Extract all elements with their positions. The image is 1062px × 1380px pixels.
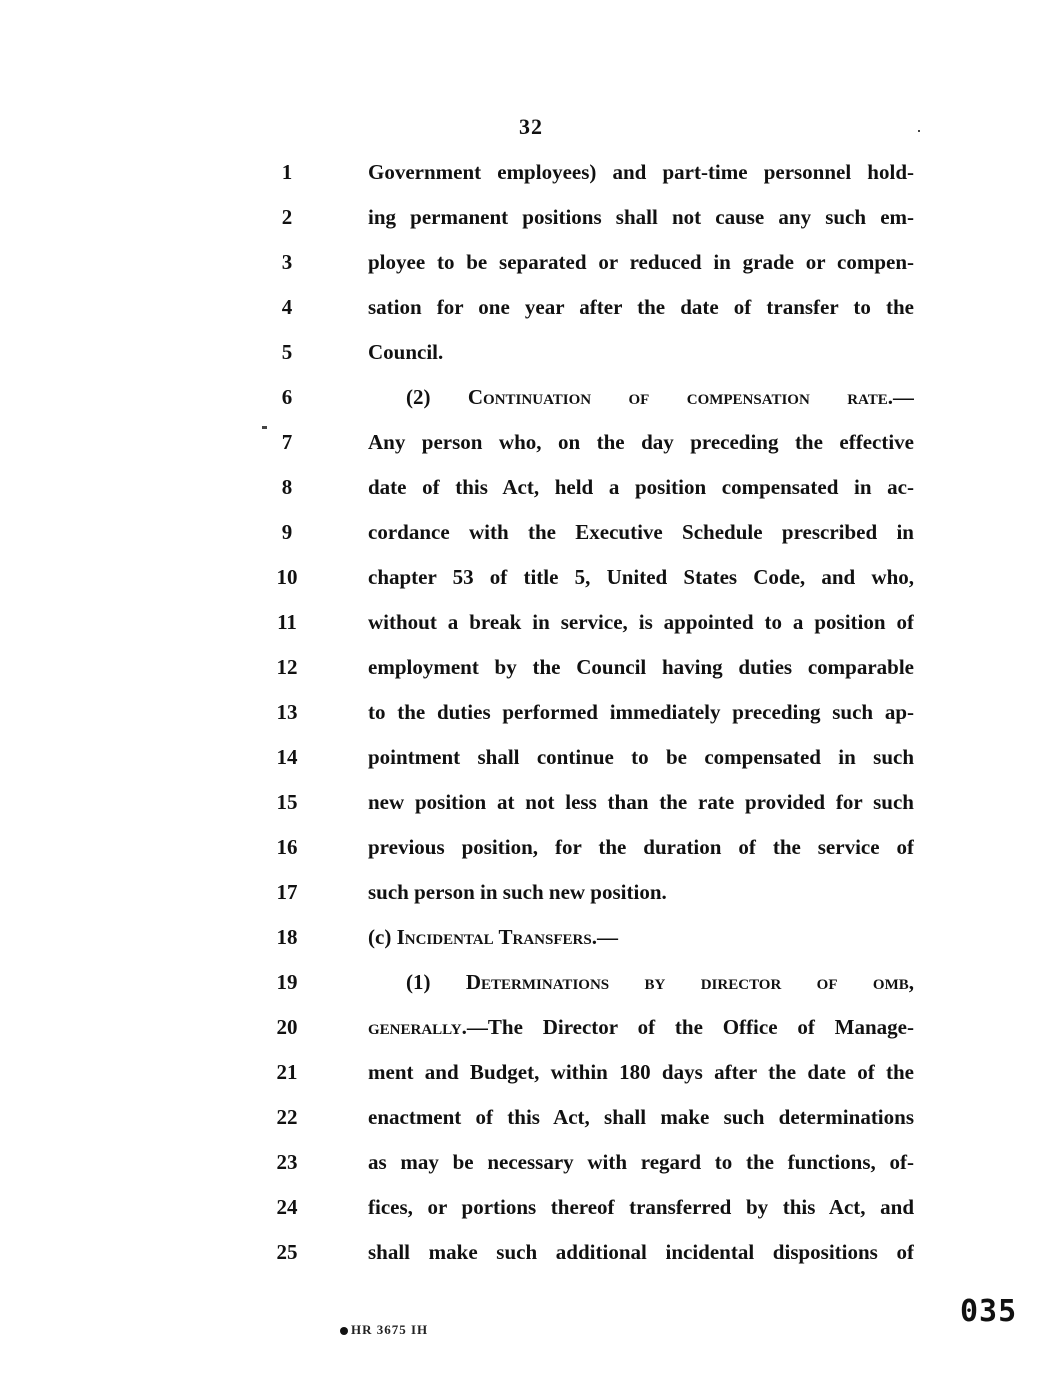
page-stamp: 035	[960, 1294, 1018, 1329]
line-number: 16	[276, 835, 298, 859]
line-text: chapter 53 of title 5, United States Code, and who,	[368, 565, 914, 589]
line-number: 6	[281, 385, 293, 409]
text-line	[0, 469, 1062, 505]
line-text: new position at not less than the rate provided for such	[368, 790, 914, 814]
subsection-designator: (c)	[368, 925, 397, 949]
line-text: previous position, for the duration of the service of	[368, 835, 914, 859]
line-text: to the duties performed immediately preceding such ap-	[368, 700, 914, 724]
paragraph-heading: Determinations by director of omb,	[465, 970, 914, 994]
line-number: 8	[281, 475, 293, 499]
text-line	[0, 1099, 1062, 1135]
line-text: shall make such additional incidental dispositions of	[368, 1240, 914, 1264]
text-line	[0, 199, 1062, 235]
paragraph-text: —The Director of the Office of Manage-	[466, 1015, 914, 1039]
line-number: 15	[276, 790, 298, 814]
text-line	[0, 559, 1062, 595]
text-line	[0, 1234, 1062, 1270]
page-number: 32	[519, 114, 543, 139]
line-number: 10	[276, 565, 298, 589]
text-line	[0, 739, 1062, 775]
line-number: 24	[276, 1195, 298, 1219]
scan-speck	[262, 426, 267, 429]
text-line	[0, 1144, 1062, 1180]
line-text: as may be necessary with regard to the functions, of-	[368, 1150, 914, 1174]
text-line	[0, 649, 1062, 685]
line-number: 1	[281, 160, 293, 184]
line-text	[406, 379, 914, 415]
line-text: Any person who, on the day preceding the effective	[368, 430, 914, 454]
line-text: ment and Budget, within 180 days after the date of the	[368, 1060, 914, 1084]
paragraph-designator: (2)	[406, 385, 468, 409]
paragraph-heading: Continuation of compensation rate.—	[467, 385, 914, 409]
line-text: such person in such new position.	[368, 880, 667, 904]
line-number: 18	[276, 925, 298, 949]
line-text: cordance with the Executive Schedule prescribed in	[368, 520, 914, 544]
line-text	[368, 1009, 914, 1045]
text-line	[0, 379, 1062, 415]
line-text	[406, 964, 914, 1000]
text-line	[0, 289, 1062, 325]
text-line	[0, 919, 1062, 955]
line-text: ing permanent positions shall not cause any such em-	[368, 205, 914, 229]
text-line	[0, 334, 1062, 370]
line-number: 7	[281, 430, 293, 454]
text-line	[0, 604, 1062, 640]
line-number: 2	[281, 205, 293, 229]
line-number: 3	[281, 250, 293, 274]
line-text: pointment shall continue to be compensated in such	[368, 745, 914, 769]
text-line	[0, 829, 1062, 865]
line-number: 20	[276, 1015, 298, 1039]
bill-identifier	[340, 1322, 428, 1338]
scan-speck	[918, 130, 920, 132]
line-number: 25	[276, 1240, 298, 1264]
line-text: fices, or portions thereof transferred by this Act, and	[368, 1195, 914, 1219]
line-text	[368, 919, 914, 955]
line-text: Council.	[368, 340, 444, 364]
line-number: 22	[276, 1105, 298, 1129]
line-number: 11	[277, 610, 297, 634]
line-number: 17	[276, 880, 298, 904]
subsection-heading: Incidental Transfers.—	[396, 925, 618, 949]
line-number: 12	[276, 655, 298, 679]
text-line	[0, 874, 1062, 910]
paragraph-heading: generally.	[368, 1015, 467, 1039]
line-number: 5	[281, 340, 293, 364]
line-text: employment by the Council having duties comparable	[368, 655, 914, 679]
text-line	[0, 1054, 1062, 1090]
line-text: without a break in service, is appointed to a position of	[368, 610, 914, 634]
text-line	[0, 1009, 1062, 1045]
line-text: date of this Act, held a position compensated in ac-	[368, 475, 914, 499]
line-text: enactment of this Act, shall make such determinations	[368, 1105, 914, 1129]
line-number: 21	[276, 1060, 298, 1084]
line-text: ployee to be separated or reduced in grade or compen-	[368, 250, 914, 274]
line-number: 9	[281, 520, 293, 544]
line-number: 13	[276, 700, 298, 724]
text-line	[0, 514, 1062, 550]
text-line	[0, 244, 1062, 280]
line-text: sation for one year after the date of transfer to the	[368, 295, 914, 319]
line-text: Government employees) and part-time personnel hold-	[368, 160, 914, 184]
line-number: 14	[276, 745, 298, 769]
line-number: 23	[276, 1150, 298, 1174]
line-number: 4	[281, 295, 293, 319]
bill-identifier-text: HR 3675 IH	[351, 1322, 429, 1337]
text-line	[0, 154, 1062, 190]
bullet-icon	[340, 1327, 348, 1335]
text-line	[0, 1189, 1062, 1225]
text-line	[0, 694, 1062, 730]
text-line	[0, 964, 1062, 1000]
line-number: 19	[276, 970, 298, 994]
text-line	[0, 424, 1062, 460]
text-line	[0, 784, 1062, 820]
paragraph-designator: (1)	[406, 970, 466, 994]
